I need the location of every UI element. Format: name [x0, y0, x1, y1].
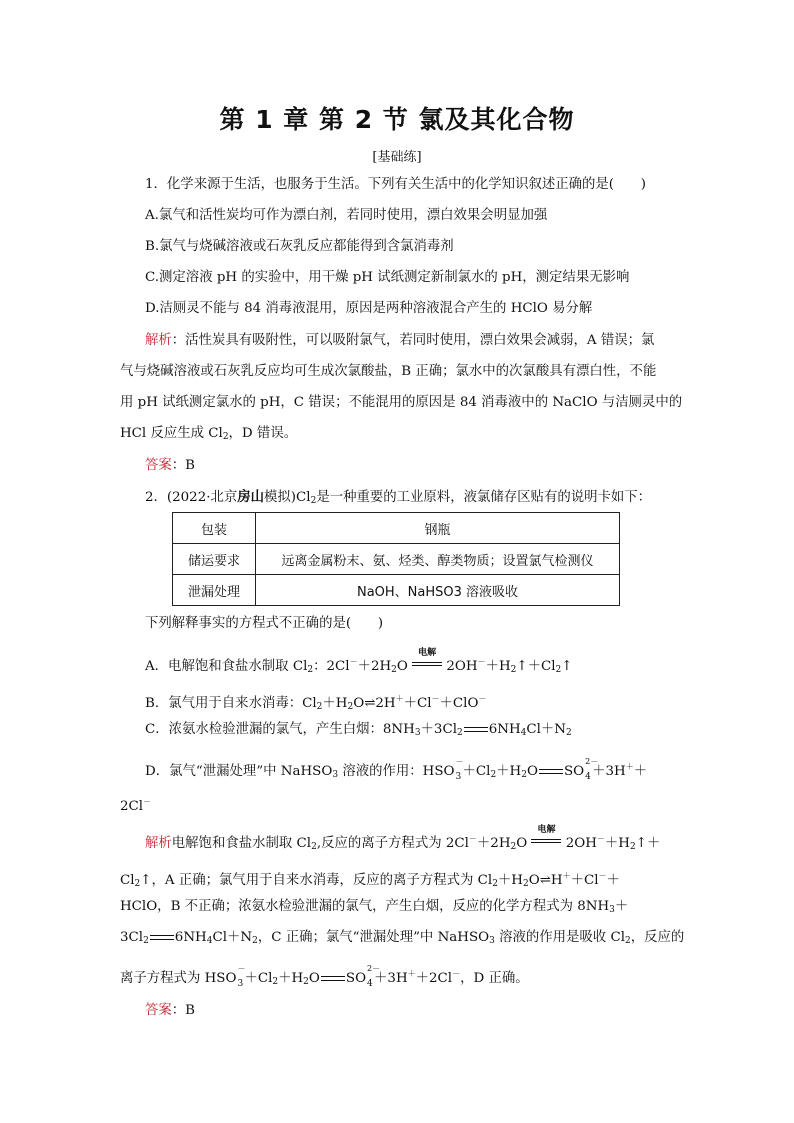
- table-cell: 远离金属粉末、氨、烃类、醇类物质；设置氯气检测仪: [256, 544, 620, 575]
- q1-answer: 答案：B: [145, 458, 196, 473]
- table-row: [173, 513, 620, 544]
- table-row: [173, 544, 620, 575]
- q2-analysis-line-4: $3Cl_2$ $6NH_4Cl+N_2$，C 正确；氯气“泄漏处理”中 NaHSO$_3$ 溶液的作用是吸收 $Cl_2$，反应的: [120, 930, 685, 946]
- table-cell: 包装: [173, 513, 256, 544]
- q2-analysis-line-5: 离子方程式为 HSO － 3 $+Cl_2+H_2O$ SO 2－ 4 ＋3H＋＋2Cl－，D 正确。: [120, 964, 529, 989]
- page-title: 第 1 章 第 2 节 氯及其化合物: [219, 105, 575, 134]
- q1-option-b: B.氯气与烧碱溶液或石灰乳反应都能得到含氯消毒剂: [145, 239, 454, 254]
- q1-option-a: A.氯气和活性炭均可作为漂白剂，若同时使用，漂白效果会明显加强: [145, 208, 548, 223]
- q2-answer: 答案：B: [145, 1003, 196, 1018]
- q1-analysis-line-3: 用 pH 试纸测定氯水的 pH，C 错误；不能混用的原因是 84 消毒液中的 NaClO 与洁厕灵中的: [120, 395, 683, 410]
- q1-stem: 1．化学来源于生活，也服务于生活。下列有关生活中的化学知识叙述正确的是( ): [145, 177, 647, 192]
- q1-option-d: D.洁厕灵不能与 84 消毒液混用，原因是两种溶液混合产生的 HClO 易分解: [145, 301, 593, 316]
- q1-option-c: C.测定溶液 pH 的实验中，用干燥 pH 试纸测定新制氯水的 pH，测定结果无影响: [145, 270, 630, 285]
- table-cell: 泄漏处理: [173, 575, 256, 606]
- section-subtitle: [基础练]: [372, 150, 422, 165]
- table-cell: NaOH、NaHSO3 溶液吸收: [256, 575, 620, 606]
- answer-label: 答案: [145, 458, 172, 473]
- q2-option-c: C．浓氨水检验泄漏的氯气，产生白烟：$8NH_3+3Cl_2$ $6NH_4Cl+N_2$: [145, 722, 572, 738]
- q2-option-d: D．氯气“泄漏处理”中 NaHSO$_3$ 溶液的作用：HSO － 3 $+Cl_2+H_2O$ SO 2－ 4 ＋3H＋＋: [145, 757, 648, 782]
- q2-stem: 2．(2022·北京房山模拟)$Cl_2$是一种重要的工业原料，液氯储存区贴有的说明卡如下：: [145, 489, 652, 506]
- q2-option-d-cont: 2Cl－: [120, 797, 152, 814]
- q2-option-a: A．电解饱和食盐水制取 $Cl_2$：$2Cl^-+2H_2O$ 电解 $2OH^-+H_2↑+Cl_2↑$: [145, 648, 573, 675]
- q2-analysis-line-3: HClO，B 不正确；浓氨水检验泄漏的氯气，产生白烟，反应的化学方程式为 $8NH_3+$: [120, 899, 629, 915]
- q1-analysis-line-4: HCl 反应生成 $Cl_2$，D 错误。: [120, 426, 298, 442]
- analysis-label: 解析: [145, 333, 172, 348]
- q2-analysis-line-1: 解析电解饱和食盐水制取 $Cl_2$,反应的离子方程式为 $2Cl^-+2H_2O$ 电解 $2OH^-+H_2↑+$: [145, 825, 661, 852]
- table-cell: 储运要求: [173, 544, 256, 575]
- q2-ask: 下列解释事实的方程式不正确的是( ): [145, 616, 384, 631]
- table-row: [173, 575, 620, 606]
- q1-analysis-line-1: 解析：活性炭具有吸附性，可以吸附氯气，若同时使用，漂白效果会减弱，A 错误；氯: [145, 333, 655, 348]
- electrolysis-arrow: 电解: [412, 656, 442, 670]
- q2-option-b: B．氯气用于自来水消毒：$Cl_2+H_2O\rightleftharpoons 2H^++Cl^-+ClO^-$: [145, 694, 487, 712]
- chlorine-storage-card-table: [172, 512, 620, 606]
- q1-analysis-line-2: 气与烧碱溶液或石灰乳反应均可生成次氯酸盐，B 正确；氯水中的次氯酸具有漂白性，不能: [120, 364, 657, 379]
- table-cell: 钢瓶: [256, 513, 620, 544]
- q2-analysis-line-2: $Cl_2↑$，A 正确；氯气用于自来水消毒，反应的离子方程式为 $Cl_2+H_2O\rightleftharpoons H^++Cl^-+$: [120, 871, 620, 889]
